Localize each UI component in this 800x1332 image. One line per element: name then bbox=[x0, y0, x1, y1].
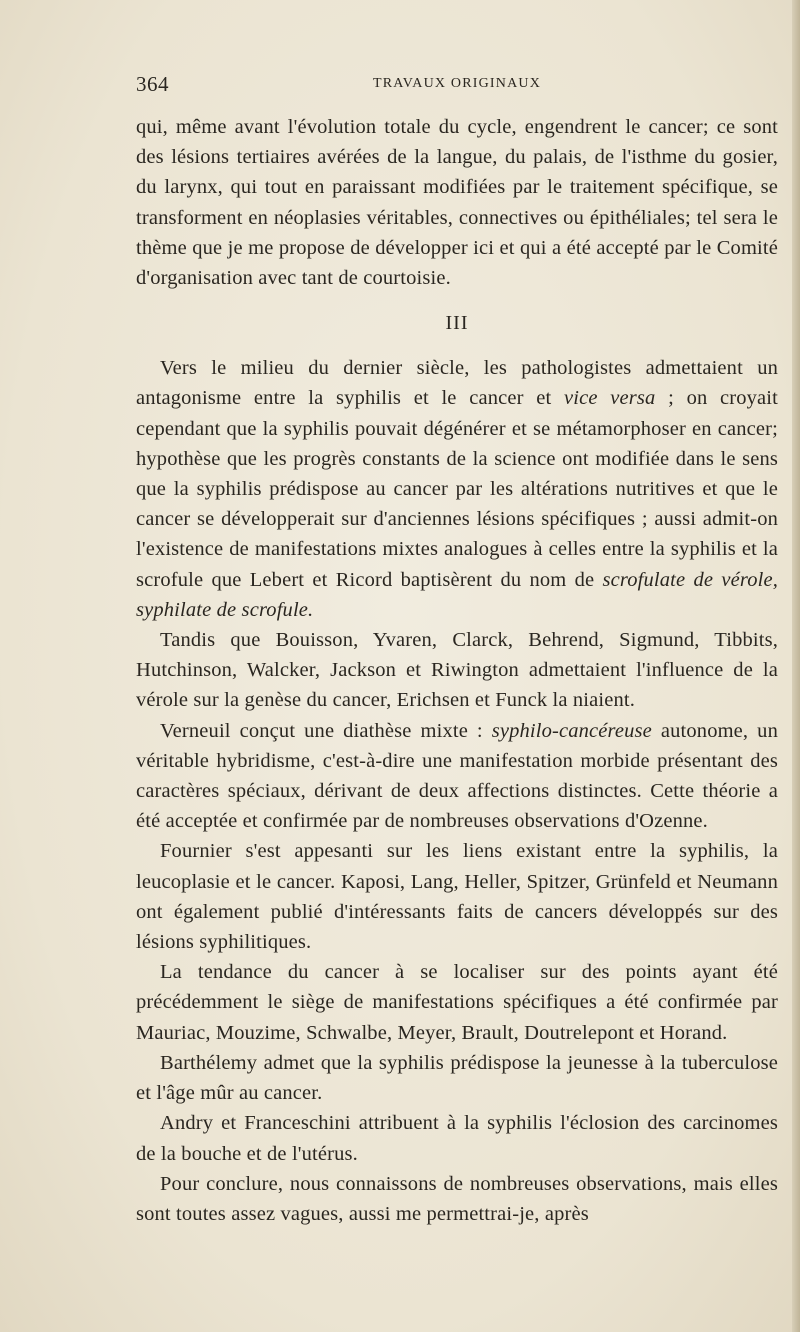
page-number: 364 bbox=[136, 72, 169, 96]
paragraph-3-text-b: autonome, un véritable hybridisme, c'est-à-dire une manifestation morbide présentant des caractères spéciaux, dérivant de deux affections distinctes. Cette théorie a été acceptée et confirmée par de nombreuses observations d'Ozenne. bbox=[136, 719, 778, 833]
paragraph-1 bbox=[136, 353, 778, 625]
paragraph-2: Tandis que Bouisson, Yvaren, Clarck, Behrend, Sigmund, Tibbits, Hutchinson, Walcker, Jackson et Riwington admettaient l'influence de la vérole sur la genèse du cancer, Erichsen et Funck la niaient. bbox=[136, 629, 778, 712]
paragraph-3-italic: syphilo-cancéreuse bbox=[491, 719, 652, 742]
paragraph-1-text-b: ; on croyait cependant que la syphilis pouvait dégénérer et se métamorphoser en cancer; hypothèse que les progrès constants de la science ont modifiée dans le sens que la syphilis prédispose au cancer par les altérations nutritives et que le cancer se développerait sur d'anciennes lésions spécifiques ; aussi admit-on l'existence de manifestations mixtes analogues à celles entre la syphilis et la scrofule que Lebert et Ricord baptisèrent du nom de bbox=[136, 387, 778, 591]
running-title: TRAVAUX ORIGINAUX bbox=[372, 76, 542, 91]
paragraph-continuation: qui, même avant l'évolution totale du cycle, engendrent le cancer; ce sont des lésions tertiaires avérées de la langue, du palais, de l'isthme du gosier, du larynx, qui tout en paraissant modifiées par le traitement spécifique, se transforment en néoplasies véritables, connectives ou épithéliales; tel sera le thème que je me propose de développer ici et qui a été accepté par le Comité d'organisation avec tant de courtoisie. bbox=[136, 116, 778, 290]
paragraph-3-text-a: Verneuil conçut une diathèse mixte : bbox=[160, 719, 492, 742]
paragraph-6: Barthélemy admet que la syphilis prédispose la jeunesse à la tuberculose et l'âge mûr au cancer. bbox=[136, 1051, 778, 1105]
page-edge bbox=[792, 0, 800, 1332]
paragraph-4: Fournier s'est appesanti sur les liens existant entre la syphilis, la leucoplasie et le cancer. Kaposi, Lang, Heller, Spitzer, Grünfeld et Neumann ont également publié d'intéressants faits de cancers développés sur des lésions syphilitiques. bbox=[136, 840, 778, 954]
paragraph-3 bbox=[136, 716, 778, 837]
section-heading: III bbox=[445, 312, 469, 335]
paragraph-1-italic-a: vice versa bbox=[564, 387, 656, 410]
paragraph-5: La tendance du cancer à se localiser sur des points ayant été précédemment le siège de manifestations spécifiques a été confirmée par Mauriac, Mouzime, Schwalbe, Meyer, Brault, Doutrelepont et Horand. bbox=[136, 961, 778, 1044]
paragraph-1-text-a: Vers le milieu du dernier siècle, les pathologistes admettaient un antagonisme entre la syphilis et le cancer et bbox=[136, 357, 778, 410]
paragraph-8: Pour conclure, nous connaissons de nombreuses observations, mais elles sont toutes assez vagues, aussi me permettrai-je, après bbox=[136, 1172, 778, 1225]
body-text bbox=[136, 112, 778, 1229]
page-header bbox=[136, 70, 778, 100]
paragraph-7: Andry et Franceschini attribuent à la syphilis l'éclosion des carcinomes de la bouche et de l'utérus. bbox=[136, 1112, 778, 1165]
paragraph-1-italic-b: scrofulate de vérole, syphilate de scrofule. bbox=[136, 568, 778, 621]
